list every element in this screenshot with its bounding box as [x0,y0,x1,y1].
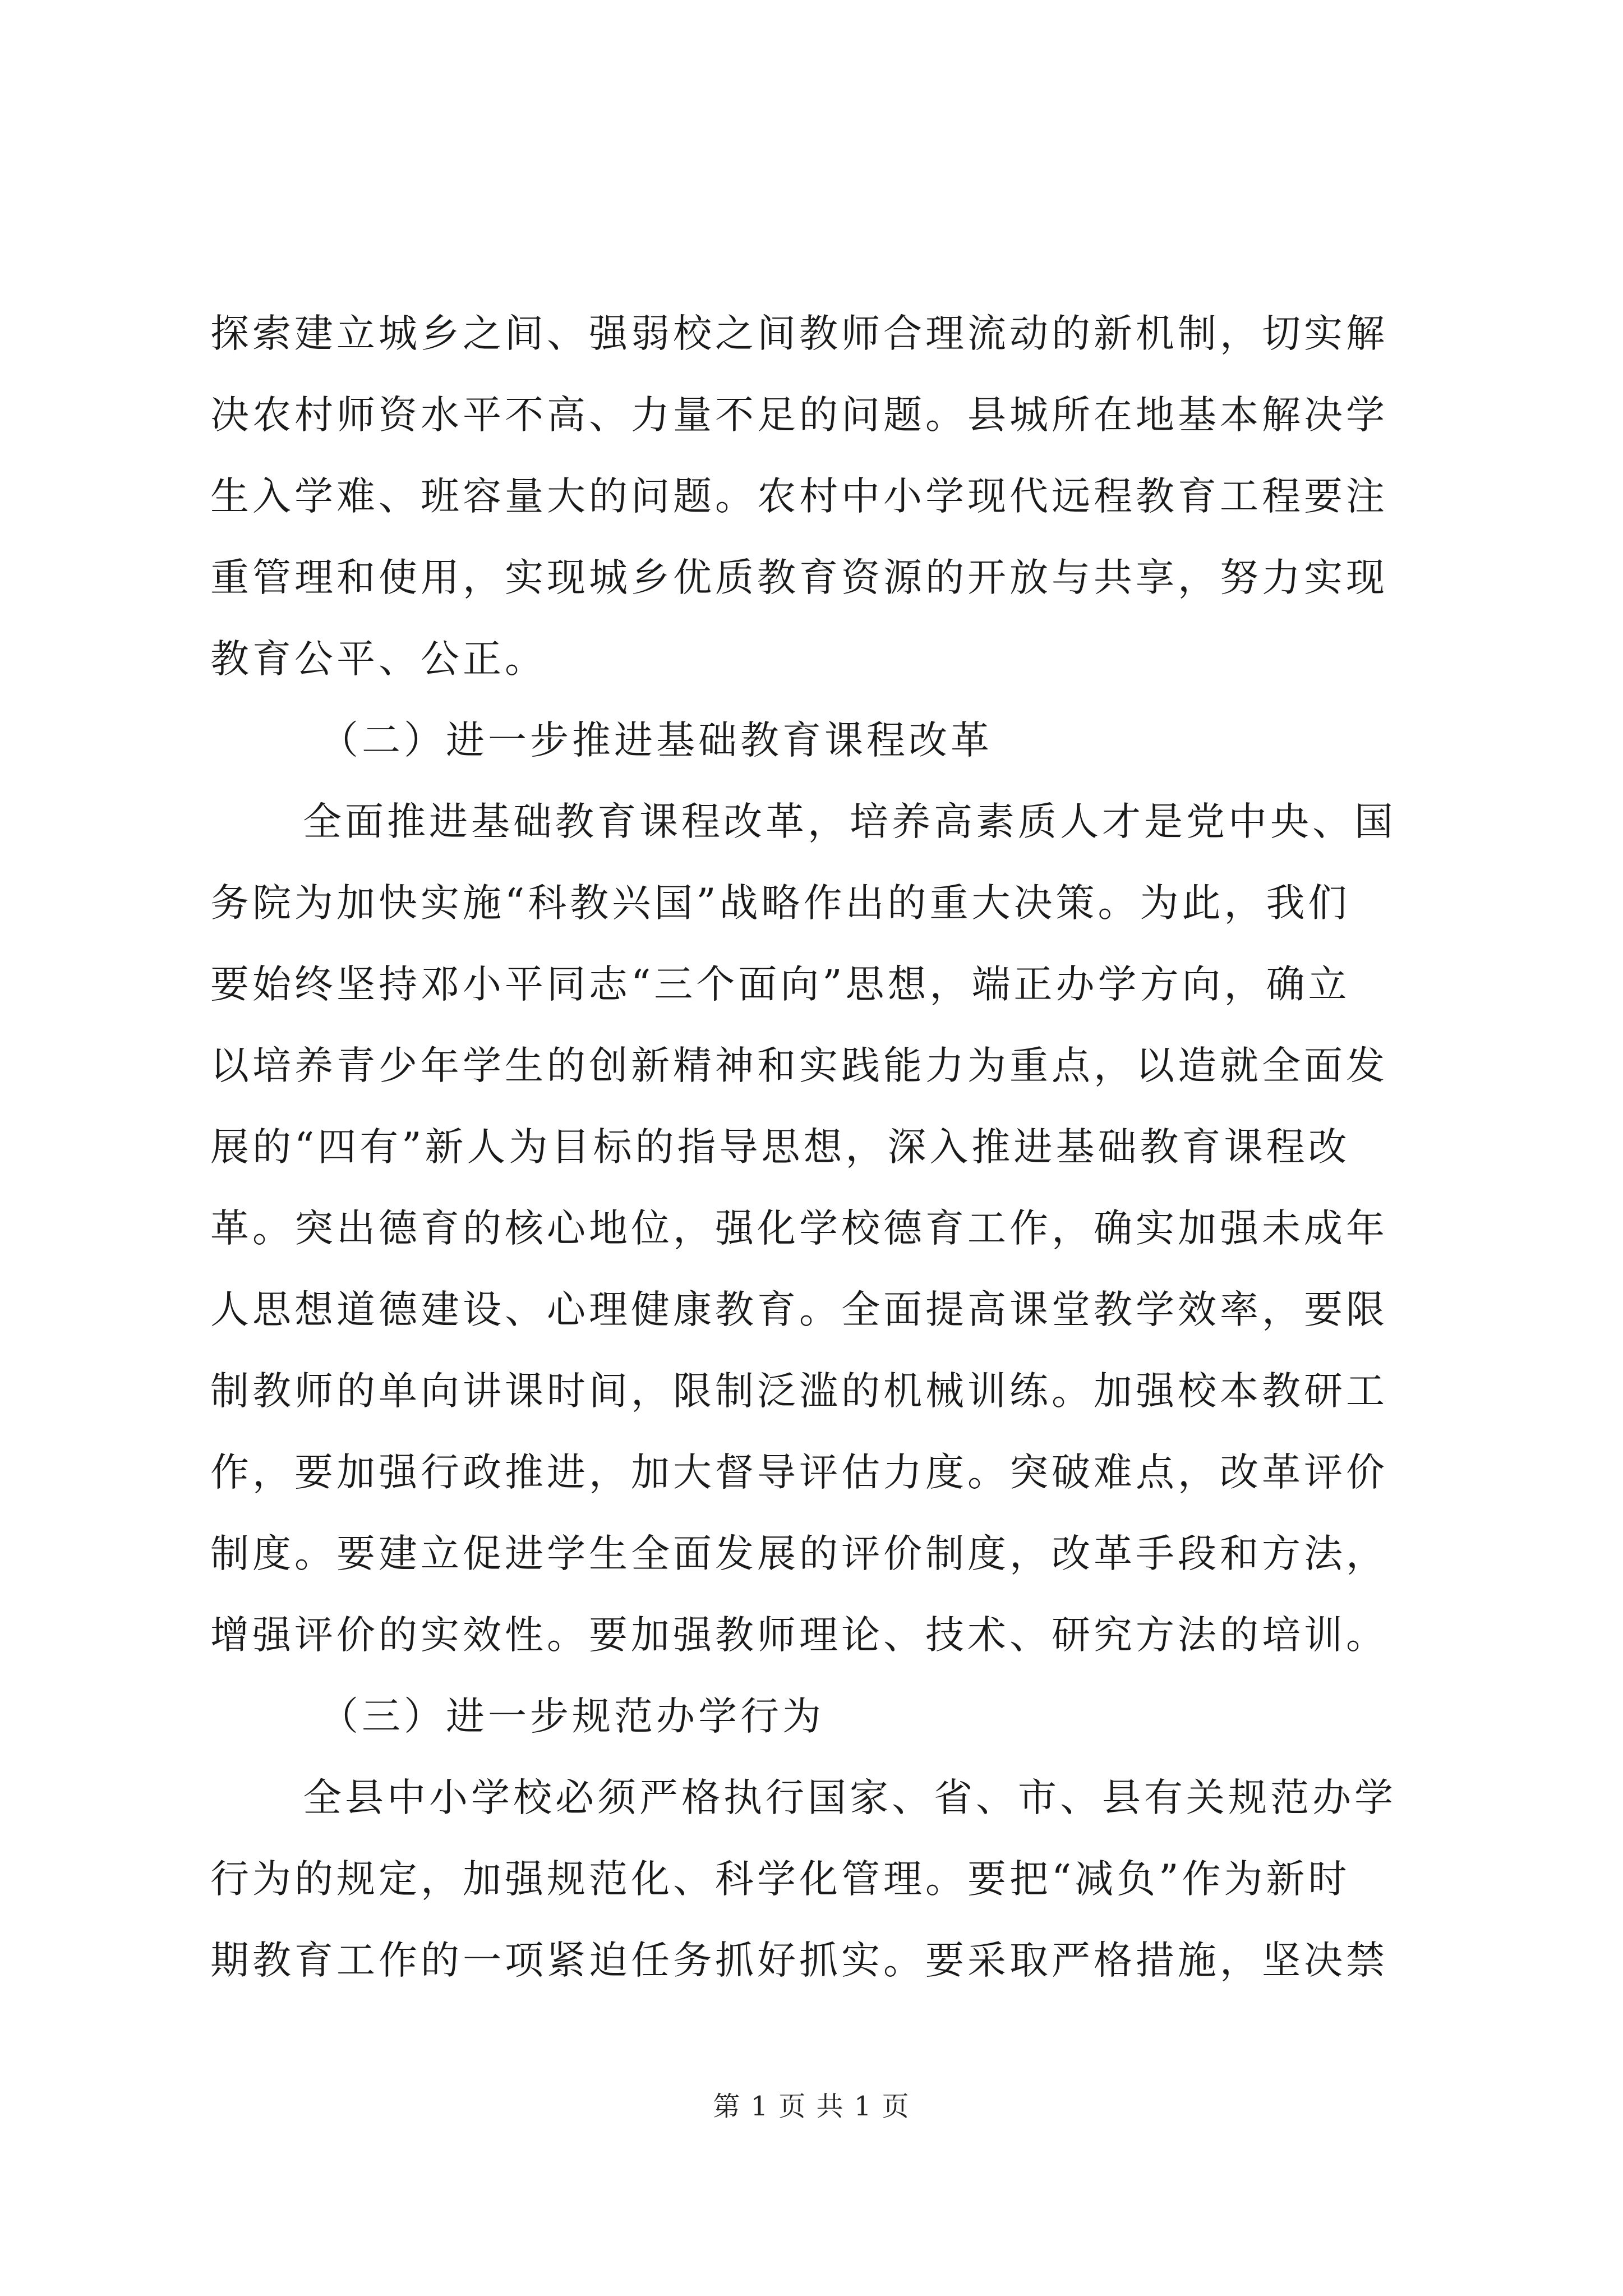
body-text-line: 重管理和使用，实现城乡优质教育资源的开放与共享，努力实现 [210,555,1388,600]
body-text-line: 增强评价的实效性。要加强教师理论、技术、研究方法的培训。 [210,1613,1388,1658]
page-number-footer: 第 1 页 共 1 页 [713,2091,910,2122]
body-text-line: 教育公平、公正。 [210,637,547,682]
body-text-line: 制度。要建立促进学生全面发展的评价制度，改革手段和方法， [210,1531,1388,1576]
body-text-line: 务院为加快实施“科教兴国”战略作出的重大决策。为此，我们 [210,881,1350,926]
body-text-line: 作，要加强行政推进，加大督导评估力度。突破难点，改革评价 [210,1450,1388,1495]
paragraph-first-line: 全县中小学校必须严格执行国家、省、市、县有关规范办学 [303,1775,1396,1820]
body-text-line: 要始终坚持邓小平同志“三个面向”思想，端正办学方向，确立 [210,962,1350,1007]
body-text-line: 期教育工作的一项紧迫任务抓好抓实。要采取严格措施，坚决禁 [210,1938,1388,1983]
section-heading-3: （三）进一步规范办学行为 [320,1694,824,1739]
body-text-line: 探索建立城乡之间、强弱校之间教师合理流动的新机制，切实解 [210,311,1388,356]
body-text-line: 人思想道德建设、心理健康教育。全面提高课堂教学效率，要限 [210,1287,1388,1332]
section-heading-2: （二）进一步推进基础教育课程改革 [320,718,993,763]
paragraph-first-line: 全面推进基础教育课程改革，培养高素质人才是党中央、国 [303,799,1396,844]
body-text-line: 展的“四有”新人为目标的指导思想，深入推进基础教育课程改 [210,1125,1350,1170]
body-text-line: 制教师的单向讲课时间，限制泛滥的机械训练。加强校本教研工 [210,1369,1388,1414]
body-text-line: 行为的规定，加强规范化、科学化管理。要把“减负”作为新时 [210,1857,1350,1902]
body-text-line: 以培养青少年学生的创新精神和实践能力为重点，以造就全面发 [210,1043,1388,1088]
body-text-line: 决农村师资水平不高、力量不足的问题。县城所在地基本解决学 [210,393,1388,438]
body-text-line: 生入学难、班容量大的问题。农村中小学现代远程教育工程要注 [210,474,1388,519]
body-text-line: 革。突出德育的核心地位，强化学校德育工作，确实加强未成年 [210,1206,1388,1251]
